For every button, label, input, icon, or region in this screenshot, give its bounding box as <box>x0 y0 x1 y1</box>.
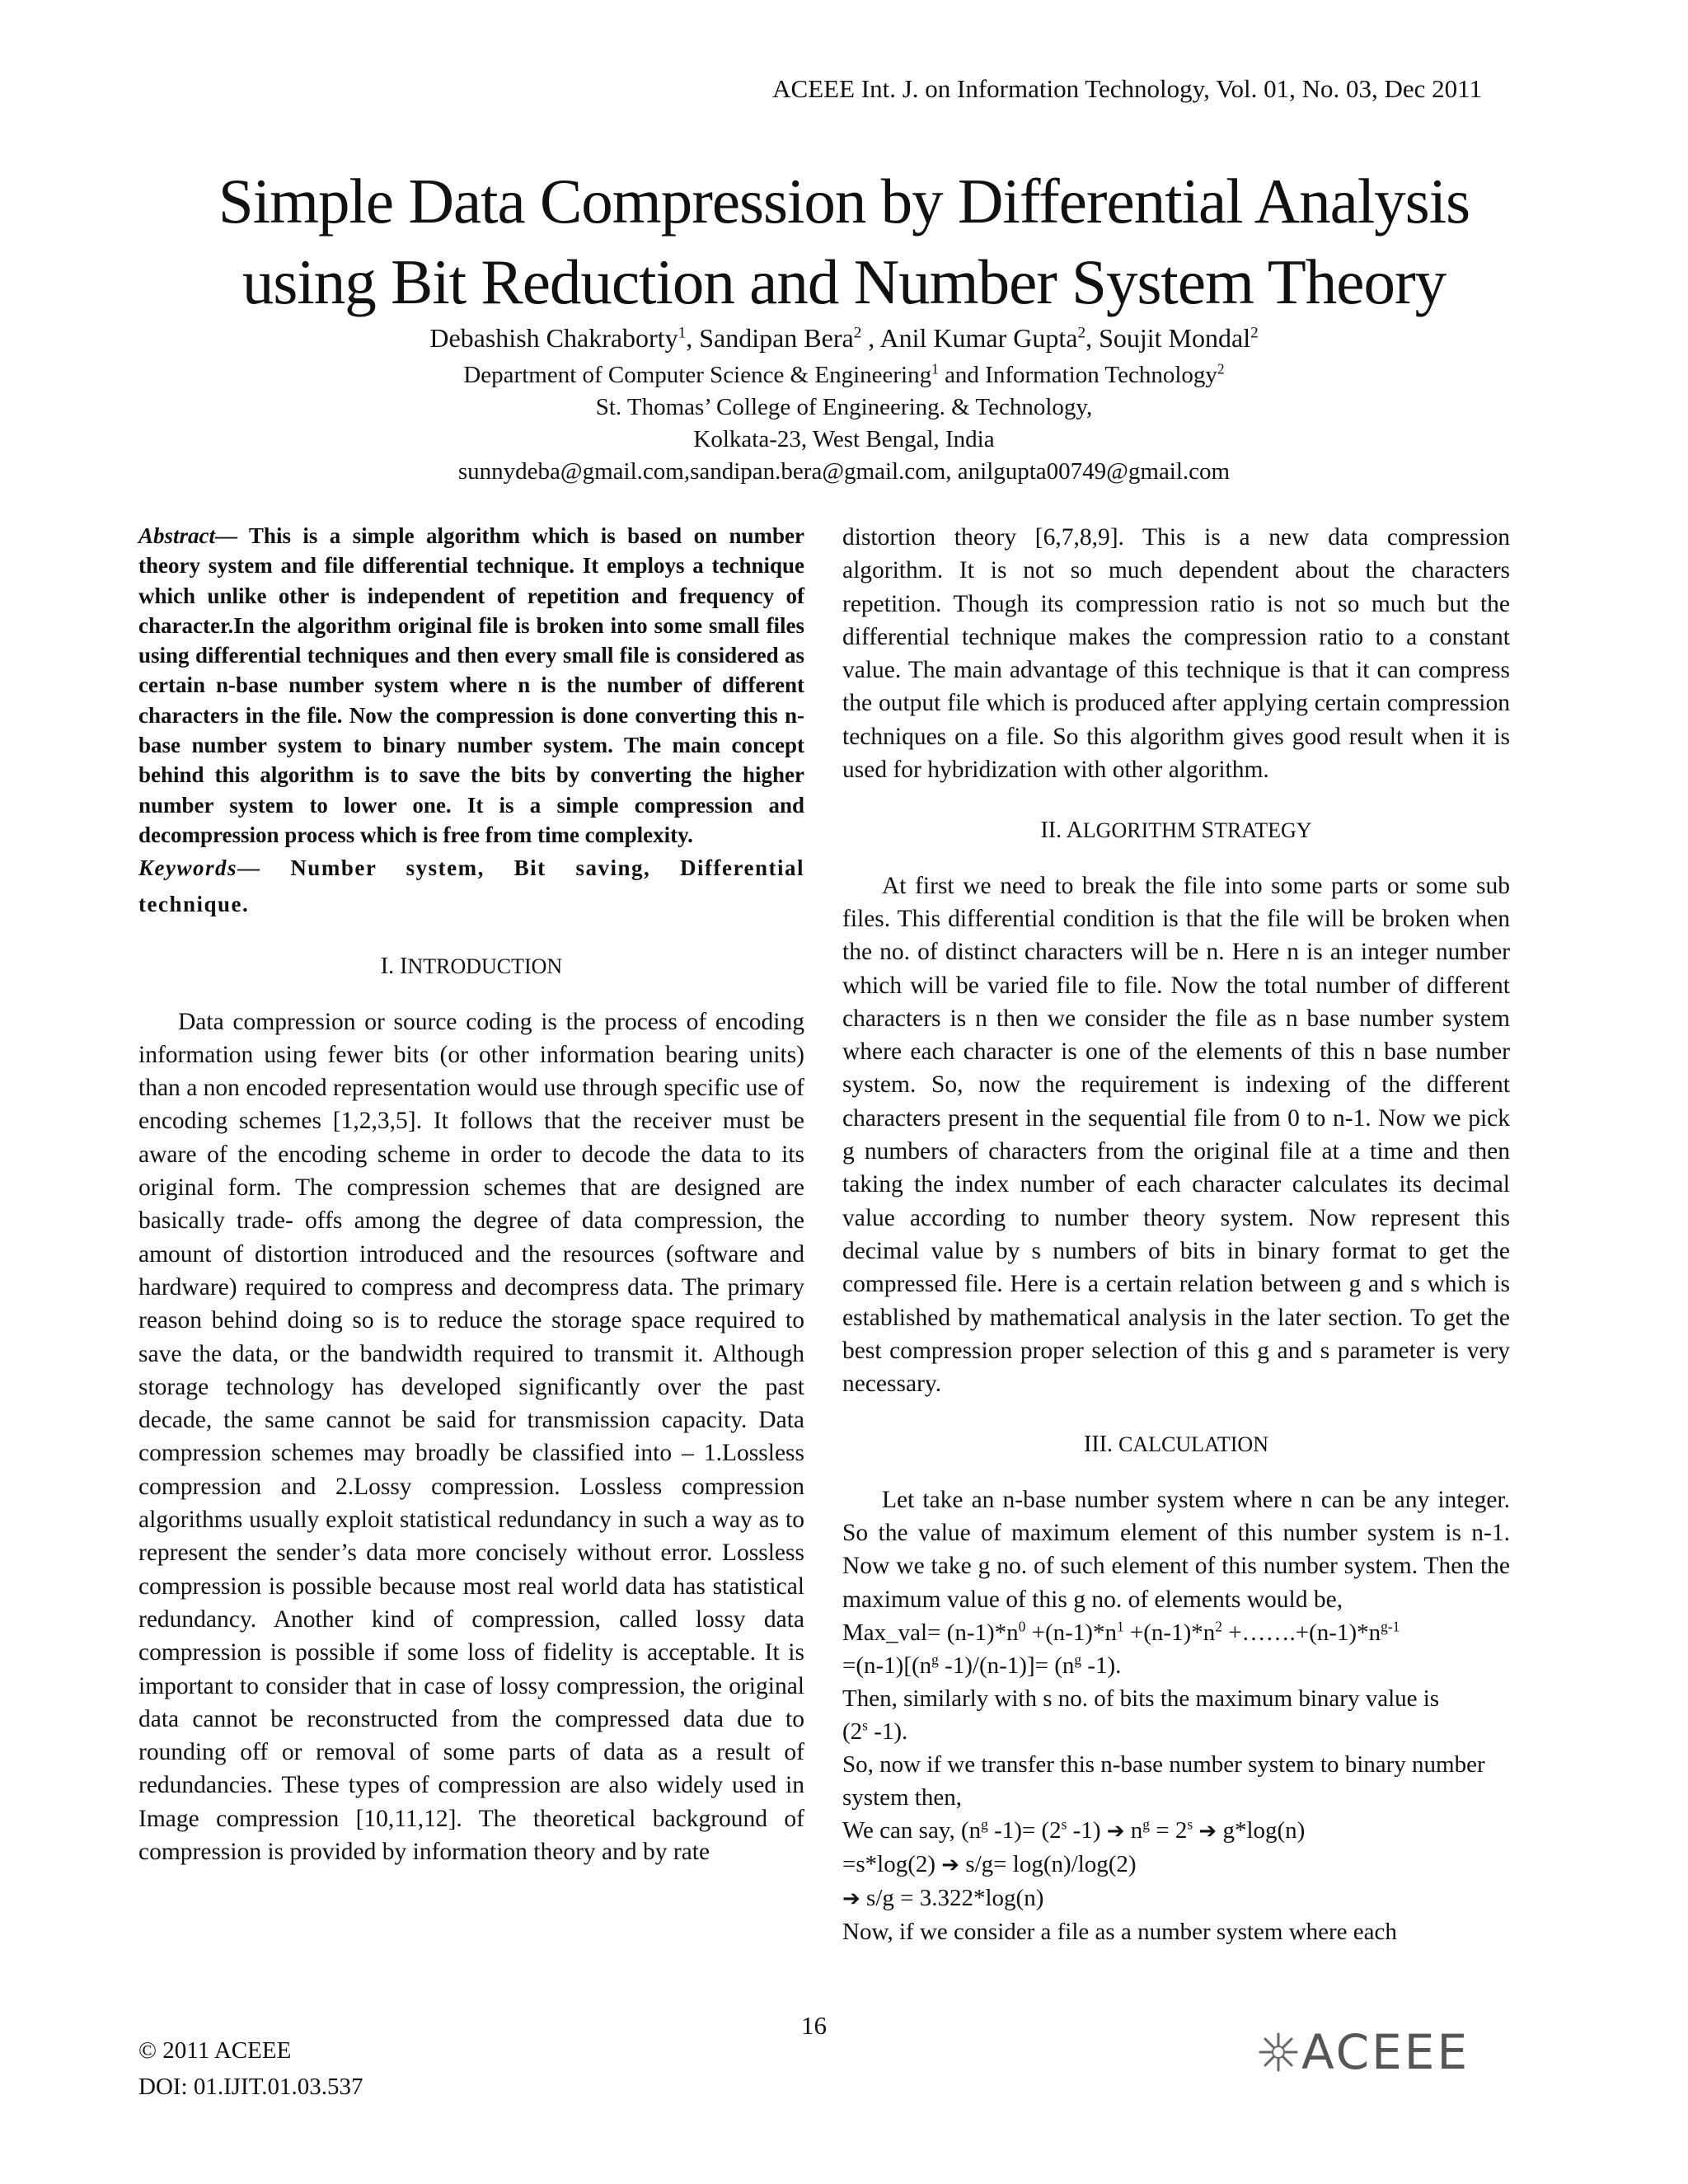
eq-text: +(n-1)*n <box>1123 1619 1216 1646</box>
affiliation-department <box>0 359 1688 391</box>
eq-sup: g <box>981 1816 988 1833</box>
title-line-2: using Bit Reduction and Number System Theory <box>241 246 1447 317</box>
equation-log <box>842 1848 1510 1882</box>
eq-text: n <box>1124 1816 1143 1844</box>
right-arrow-icon: ➔ <box>842 1886 860 1911</box>
eq-text: -1). <box>867 1718 908 1745</box>
abstract-text: This is a simple algorithm which is based on number theory system and file differential technique. It employs a technique which unlike other is independent of repetition and frequency of character.In the algorithm original file is broken into some small files using differential techniques and then every small file is considered as certain n-base number system where n is the number of different characters in the file. Now the compression is done converting this n-base number system to binary number system. The main concept behind this algorithm is to save the bits by converting the higher number system to lower one. It is a simple compression and decompression process which is free from time complexity. <box>138 523 804 847</box>
author-list <box>0 321 1688 354</box>
section-title: CALCULATION <box>1118 1432 1268 1457</box>
star-burst-icon <box>1257 2031 1300 2074</box>
journal-header: ACEEE Int. J. on Information Technology, Vol. 01, No. 03, Dec 2011 <box>772 74 1482 103</box>
equation-we-can-say <box>842 1814 1510 1848</box>
eq-text: +(n-1)*n <box>1025 1619 1117 1646</box>
eq-sup: s <box>862 1717 868 1734</box>
eq-text: s/g = 3.322*log(n) <box>860 1884 1044 1911</box>
eq-sup: 1 <box>1116 1618 1124 1635</box>
abstract-label: Abstract <box>138 523 216 548</box>
section-number: III. <box>1084 1432 1118 1458</box>
introduction-paragraph: Data compression or source coding is the process of encoding information using fewer bits (or other information bearing units) than a non encoded representation would use through specific use of encoding schemes [1,2,3,5]. It follows that the receiver must be aware of the encoding scheme in order to decode the data to its original form. The compression schemes that are designed are basically trade- offs among the degree of data compression, the amount of distortion introduced and the resources (software and hardware) required to compress and decompress data. The primary reason behind doing so is to reduce the storage space required to save the data, or the bandwidth required to transmit it. Although storage technology has developed significantly over the past decade, the same cannot be said for transmission capacity. Data compression schemes may broadly be classified into – 1.Lossless compression and 2.Lossy compression. Lossless compression algorithms usually exploit statistical redundancy in such a way as to represent the sender’s data more concisely without error. Lossless compression is possible because most real world data has statistical redundancy. Another kind of compression, called lossy data compression is possible if some loss of fidelity is acceptable. It is important to consider that in case of lossy compression, the original data cannot be reconstructed from the compressed data due to rounding off or removal of some parts of data as a result of redundancies. These types of compression are also widely used in Image compression [10,11,12]. The theoretical background of compression is provided by information theory and by rate <box>138 1008 804 1865</box>
affiliation <box>0 359 1688 488</box>
eq-sup: 2 <box>1215 1618 1222 1635</box>
eq-text: -1). <box>1081 1652 1122 1679</box>
calculation-continued: Now, if we consider a file as a number system where each <box>842 1918 1397 1945</box>
eq-text: Max_val= (n-1)*n <box>842 1619 1019 1646</box>
affiliation-emails: sunnydeba@gmail.com,sandipan.bera@gmail.com, anilgupta00749@gmail.com <box>457 458 1231 485</box>
author-name: , Anil Kumar Gupta <box>861 323 1078 353</box>
eq-sup: g-1 <box>1381 1618 1400 1635</box>
right-arrow-icon: ➔ <box>1106 1818 1125 1844</box>
eq-text: =(n-1)[(n <box>842 1652 932 1679</box>
eq-sup: g <box>931 1651 939 1668</box>
equation-transfer-text: So, now if we transfer this n-base number system to binary number system then, <box>842 1750 1485 1811</box>
equation-binary <box>842 1715 1510 1748</box>
right-arrow-icon: ➔ <box>941 1852 960 1877</box>
eq-sup: 0 <box>1018 1618 1026 1635</box>
eq-text: +…….+(n-1)*n <box>1221 1619 1381 1646</box>
department-text: Department of Computer Science & Engineering <box>463 362 932 388</box>
eq-sup: g <box>1074 1651 1082 1668</box>
paper-title <box>0 161 1688 322</box>
section-heading-calculation <box>842 1428 1510 1461</box>
introduction-continued: distortion theory [6,7,8,9]. This is a new data compression algorithm. It is not so much dependent about the characters repetition. Though its compression ratio is not so much but the differential technique makes the compression ratio to a constant value. The main advantage of this technique is that it can compress the output file which is produced after applying certain compression techniques on a file. So this algorithm gives good result when it is used for hybridization with other algorithm. <box>842 524 1510 784</box>
section-number: I. <box>380 954 401 980</box>
section-heading-introduction <box>138 950 804 983</box>
keywords-label: Keywords <box>138 855 237 881</box>
right-arrow-icon: ➔ <box>1198 1818 1217 1844</box>
affiliation-college: St. Thomas’ College of Engineering. & Technology, <box>595 394 1093 420</box>
equation-max-val <box>842 1616 1510 1649</box>
affiliation-city: Kolkata-23, West Bengal, India <box>693 426 995 452</box>
affil-mark: 1 <box>931 360 939 377</box>
eq-text: = 2 <box>1150 1816 1188 1844</box>
eq-text: s/g= log(n)/log(2) <box>959 1850 1137 1877</box>
eq-text: We can say, (n <box>842 1816 982 1844</box>
keywords-dash: — <box>237 855 291 881</box>
eq-text: -1)= (2 <box>987 1816 1062 1844</box>
section-title-rest: LGORITHM <box>1082 818 1202 843</box>
department-text-2: and Information Technology <box>938 362 1217 388</box>
footer-left <box>138 2032 363 2105</box>
eq-text: -1) <box>1067 1816 1107 1844</box>
author-affil-mark: 2 <box>853 324 862 342</box>
doi: DOI: 01.IJIT.01.03.537 <box>138 2074 363 2100</box>
aceee-logo <box>1257 2024 1470 2080</box>
copyright: © 2011 ACEEE <box>138 2037 292 2064</box>
section-heading-algorithm-strategy <box>842 814 1510 847</box>
eq-sup: s <box>1187 1816 1193 1833</box>
eq-text: (2 <box>842 1718 863 1745</box>
section-initial: I <box>400 954 408 980</box>
section-initial-2: S <box>1201 818 1215 844</box>
section-title-rest-2: TRATEGY <box>1214 818 1312 843</box>
abstract <box>138 521 804 850</box>
equation-sum <box>842 1649 1510 1682</box>
abstract-dash: — <box>215 523 249 548</box>
section-title-rest: NTRODUCTION <box>407 954 563 979</box>
keywords <box>138 850 804 922</box>
section-number: II. <box>1040 818 1067 844</box>
author-affil-mark: 2 <box>1077 324 1086 342</box>
title-line-1: Simple Data Compression by Differential Analysis <box>218 166 1470 237</box>
eq-text: g*log(n) <box>1217 1816 1306 1844</box>
calculation-paragraph: Let take an n-base number system where n can be any integer. So the value of maximum element of this number system is n-1. Now we take g no. of such element of this number system. Then the maximum value of this g no. of elements would be, <box>842 1486 1510 1613</box>
section-initial: A <box>1066 818 1083 844</box>
equation-ratio <box>842 1882 1510 1915</box>
keywords-text: Number system, Bit saving, Differential technique. <box>138 855 805 917</box>
affil-mark: 2 <box>1217 360 1225 377</box>
author-affil-mark: 1 <box>678 324 687 342</box>
page-number: 16 <box>801 2011 827 2040</box>
right-column <box>842 521 1510 1948</box>
left-column <box>138 521 804 1868</box>
eq-sup: s <box>1061 1816 1067 1833</box>
algorithm-paragraph: At first we need to break the file into some parts or some sub files. This differential condition is that the file will be broken when the no. of distinct characters will be n. Here n is an integer number which will be varied file to file. Now the total number of different characters is n then we consider the file as n base number system where each character is one of the elements of this n base number system. So, now the requirement is indexing of the different characters present in the sequential file from 0 to n-1. Now we pick g numbers of characters from the original file at a time and then taking the index number of each character calculates its decimal value according to number theory system. Now represent this decimal value by s numbers of bits in binary format to get the compressed file. Here is a certain relation between g and s which is established by mathematical analysis in the later section. To get the best compression proper selection of this g and s parameter is very necessary. <box>842 872 1510 1398</box>
eq-text: -1)/(n-1)]= (n <box>938 1652 1075 1679</box>
eq-text: =s*log(2) <box>842 1850 942 1877</box>
equation-binary-text: Then, similarly with s no. of bits the maximum binary value is <box>842 1685 1440 1712</box>
author-name: , Sandipan Bera <box>686 323 854 353</box>
logo-text: ACEEE <box>1301 2024 1470 2080</box>
author-affil-mark: 2 <box>1250 324 1259 342</box>
author-name: Debashish Chakraborty <box>429 323 678 353</box>
eq-sup: g <box>1142 1816 1150 1833</box>
author-name: , Soujit Mondal <box>1085 323 1251 353</box>
